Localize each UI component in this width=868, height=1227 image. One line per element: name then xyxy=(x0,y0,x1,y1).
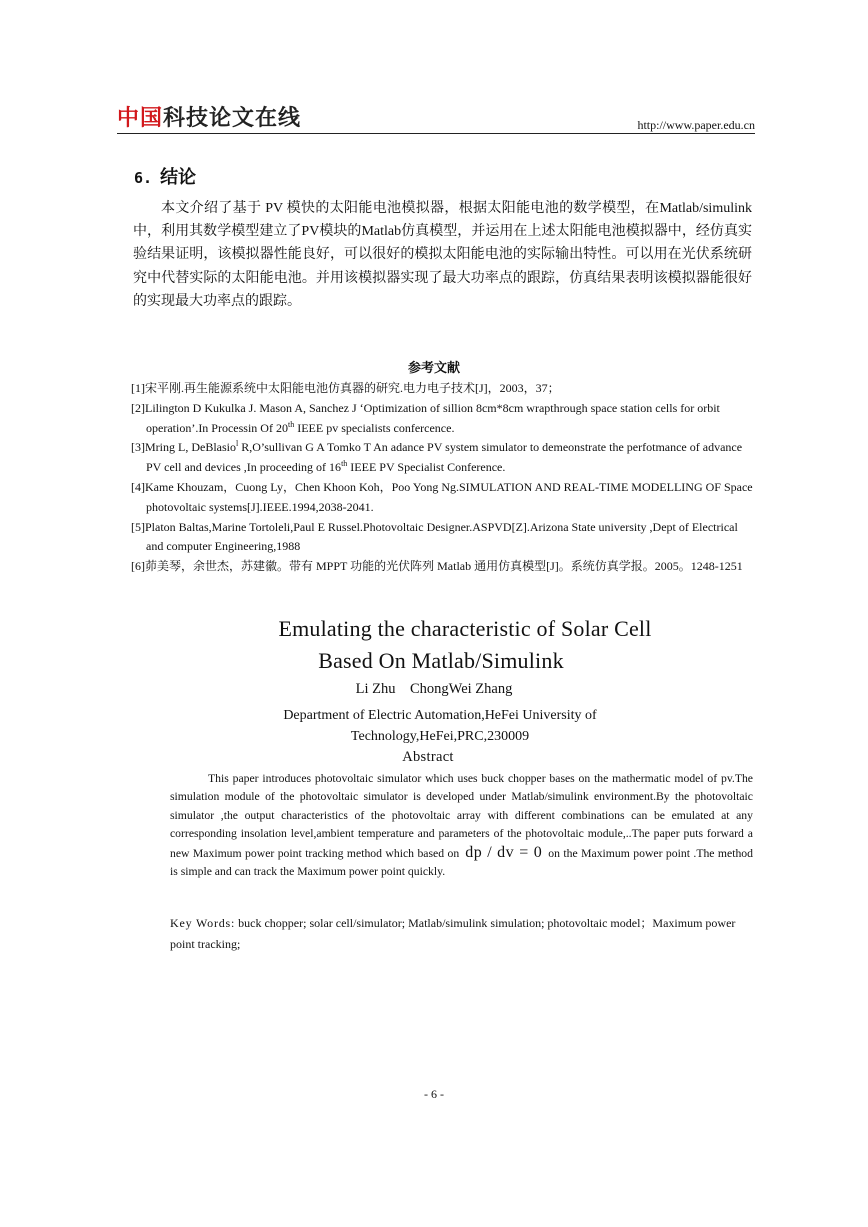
journal-logo xyxy=(117,106,311,132)
english-title-line1: Emulating the characteristic of Solar Cell xyxy=(278,616,652,641)
conclusion-paragraph: 本文介绍了基于 PV 模快的太阳能电池模拟器，根据太阳能电池的数学模型，在Matlab/simulink中，利用其数学模型建立了PV模块的Matlab仿真模型，并运用在上述太阳能电池模拟器中，经仿真实验结果证明，该模拟器性能良好，可以很好的模拟太阳能电池的实际输出特性。可以用在光伏系统研究中代替实际的太阳能电池。并用该模拟器实现了最大功率点的跟踪，仿真结果表明该模拟器能很好的实现最大功率点的跟踪。 xyxy=(133,201,752,309)
english-title-line2: Based On Matlab/Simulink xyxy=(318,648,564,673)
page-number: - 6 - xyxy=(424,1087,444,1101)
abstract-title: Abstract xyxy=(402,749,454,765)
section-title: 结论 xyxy=(160,167,197,188)
reference-item: [1]宋平刚.再生能源系统中太阳能电池仿真器的研究.电力电子技术[J]，2003，37； xyxy=(131,381,560,395)
section-number: 6. xyxy=(134,169,153,187)
reference-item: [5]Platon Baltas,Marine Tortoleli,Paul E Russel.Photovoltaic Designer.ASPVD[Z].Arizona State university ,Dept of Electrical and computer Engineering,1988 xyxy=(131,519,738,554)
references-list xyxy=(131,379,755,577)
english-title xyxy=(0,613,868,677)
reference-item: [2]Lilington D Kukulka J. Mason A, Sanchez J ‘Optimization of sillion 8cm*8cm wrapthrough space station cells for orbit operation’.In Processin Of 20th IEEE pv specialists confercence. xyxy=(131,400,720,435)
affiliation: Department of Electric Automation,HeFei University of Technology,HeFei,PRC,230009 xyxy=(283,708,597,744)
logo-dark-text: 科技论文在线 xyxy=(163,106,302,131)
authors: Li Zhu ChongWei Zhang xyxy=(355,681,513,697)
references-title: 参考文献 xyxy=(407,361,460,376)
keywords-text: buck chopper; solar cell/simulator; Matlab/simulink simulation; photovoltaic model；Maximum power point tracking; xyxy=(170,916,736,951)
header-divider xyxy=(117,133,755,134)
keywords-label: Key Words: xyxy=(170,916,236,930)
header-url[interactable]: http://www.paper.edu.cn xyxy=(637,118,755,132)
logo-red-text: 中国 xyxy=(117,106,164,131)
reference-item: [3]Mring L, DeBlasio$^l$ R,O’sullivan G A Tomko T An adance PV system simulator to demeonstrate the perfotmance of advance PV cell and devices ,In proceeding of 16th IEEE PV Specialist Conference. xyxy=(131,439,743,475)
abstract-body: This paper introduces photovoltaic simulator which uses buck chopper bases on the mathermatic model of pv.The simulation module of the photovoltaic simulator is developed under Matlab/simulink environment.By the photovoltaic simulator ,the output characteristics of the photovoltaic array with different combinations can be emulated at any corresponding insolation level,ambient temperature and parameters of the photovoltaic module,..The paper puts forward a new Maximum power point tracking method which based on dp / dv = 0 on the Maximum power point .The method is simple and can track the Maximum power point quickly. xyxy=(170,772,753,879)
section-heading xyxy=(134,167,196,189)
keywords xyxy=(170,913,753,955)
formula: dp / dv = 0 xyxy=(465,843,543,861)
reference-item: [6]茆美琴，余世杰，苏建徽。带有 MPPT 功能的光伏阵列 Matlab 通用仿真模型[J]。系统仿真学报。2005。1248-1251 xyxy=(131,559,743,574)
reference-item: [4]Kame Khouzam，Cuong Ly，Chen Khoon Koh，Poo Yong Ng.SIMULATION AND REAL-TIME MODELLING OF Space photovoltaic systems[J].IEEE.1994,2038-2041. xyxy=(131,479,753,514)
